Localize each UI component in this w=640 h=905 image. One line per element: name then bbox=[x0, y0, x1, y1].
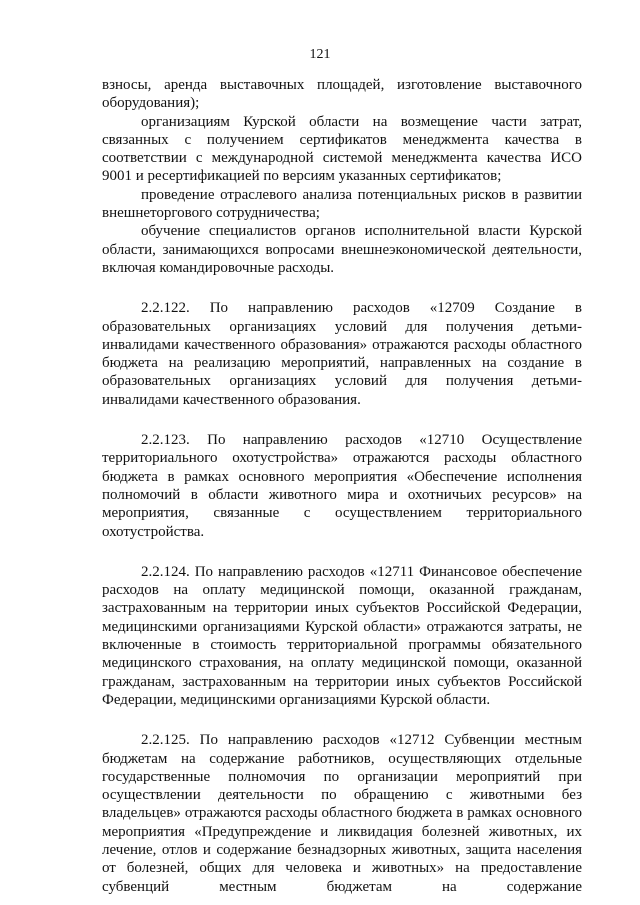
paragraph-gap bbox=[102, 709, 582, 731]
paragraph-fees: взносы, аренда выставочных площадей, изготовление выставочного оборудования); bbox=[102, 77, 582, 112]
paragraph-gap bbox=[102, 277, 582, 299]
section-2-2-123: 2.2.123. По направлению расходов «12710 Осуществление территориального охотустройства» отражаются расходы областного бюджета в рамках основного мероприятия «Обеспечение исполнения полномочий в области животного мира и охотничьих ресурсов» на мероприятия, связанные с осуществлением территориального охотустройства. bbox=[102, 432, 582, 540]
section-2-2-122: 2.2.122. По направлению расходов «12709 Создание в образовательных организациях условий для получения детьми-инвалидами качественного образования» отражаются расходы областного бюджета на реализацию мероприятий, направленных на создание в образовательных организациях условий для получения детьми-инвалидами качественного образования. bbox=[102, 300, 582, 408]
paragraph-gap bbox=[102, 541, 582, 563]
paragraph-certification: организациям Курской области на возмещение части затрат, связанных с получением сертификатов менеджмента качества в соответствии с международной системой менеджмента качества ИСО 9001 и ресертификацией по версиям указанных сертификатов; bbox=[102, 113, 582, 185]
paragraph-training: обучение специалистов органов исполнительной власти Курской области, занимающихся вопросами внешнеэкономической деятельности, включая командировочные расходы. bbox=[102, 223, 582, 276]
paragraph-risk-analysis: проведение отраслевого анализа потенциальных рисков в развитии внешнеторгового сотрудничества; bbox=[102, 186, 582, 222]
paragraph-gap bbox=[102, 409, 582, 431]
section-2-2-125: 2.2.125. По направлению расходов «12712 Субвенции местным бюджетам на содержание работников, осуществляющих отдельные государственные полномочия по организации мероприятий при осуществлении деятельности по обращению с животными без владельцев» отражаются расходы областного бюджета в рамках основного мероприятия «Предупреждение и ликвидация болезней животных, их лечение, отлов и содержание безнадзорных животных, защита населения от болезней, общих для человека и животных» на предоставление субвенций местным бюджетам на содержание bbox=[102, 732, 582, 895]
section-2-2-124: 2.2.124. По направлению расходов «12711 Финансовое обеспечение расходов на оплату медицинской помощи, оказанной гражданам, застрахованным на территории иных субъектов Российской Федерации, медицинскими организациями Курской области» отражаются затраты, не включенные в стоимость территориальной программы обязательного медицинского страхования, на оплату медицинской помощи, оказанной гражданам, застрахованным на территории иных субъектов Российской Федерации, медицинскими организациями Курской области. bbox=[102, 563, 582, 708]
page-number: 121 bbox=[309, 47, 331, 62]
document-body bbox=[102, 76, 582, 896]
